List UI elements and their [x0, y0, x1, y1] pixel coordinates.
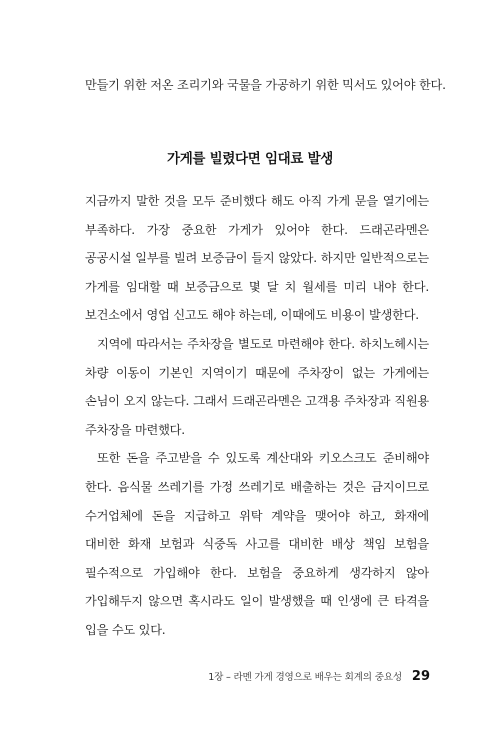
- page-number: 29: [411, 669, 430, 684]
- paragraph-1: 지금까지 말한 것을 모두 준비했다 해도 아직 가게 문을 열기에는 부족하다. 가장 중요한 가게가 있어야 한다. 드래곤라멘은 공공시설 일부를 빌려 보증금이 들지 않았다. 하지만 일반적으로는 가게를 임대할 때 보증금으로 몇 달 치 월세를 미리 내야 한다. 보건소에서 영업 신고도 해야 하는데, 이때에도 비용이 발생한다.: [85, 194, 429, 323]
- continued-paragraph-line: 만들기 위한 저온 조리기와 국물을 가공하기 위한 믹서도 있어야 한다.: [85, 78, 446, 92]
- section-heading: 가게를 빌렸다면 임대료 발생: [166, 151, 334, 167]
- chapter-title: 1장 – 라멘 가게 경영으로 배우는 회계의 중요성: [208, 672, 402, 683]
- section-body: [85, 187, 429, 645]
- running-footer: [0, 665, 430, 684]
- paragraph-2: 지역에 따라서는 주차장을 별도로 마련해야 한다. 하치노헤시는 차량 이동이 기본인 지역이기 때문에 주차장이 없는 가게에는 손님이 오지 않는다. 그래서 드래곤라멘은 고객용 주차장과 직원용 주차장을 마련했다.: [85, 336, 429, 437]
- paragraph-3: 또한 돈을 주고받을 수 있도록 계산대와 키오스크도 준비해야 한다. 음식물 쓰레기를 가정 쓰레기로 배출하는 것은 금지이므로 수거업체에 돈을 지급하고 위탁 계약을 맺어야 하고, 화재에 대비한 화재 보험과 식중독 사고를 대비한 배상 책임 보험을 필수적으로 가입해야 한다. 보험을 중요하게 생각하지 않아 가입해두지 않으면 혹시라도 일이 발생했을 때 인생에 큰 타격을 입을 수도 있다.: [85, 451, 429, 637]
